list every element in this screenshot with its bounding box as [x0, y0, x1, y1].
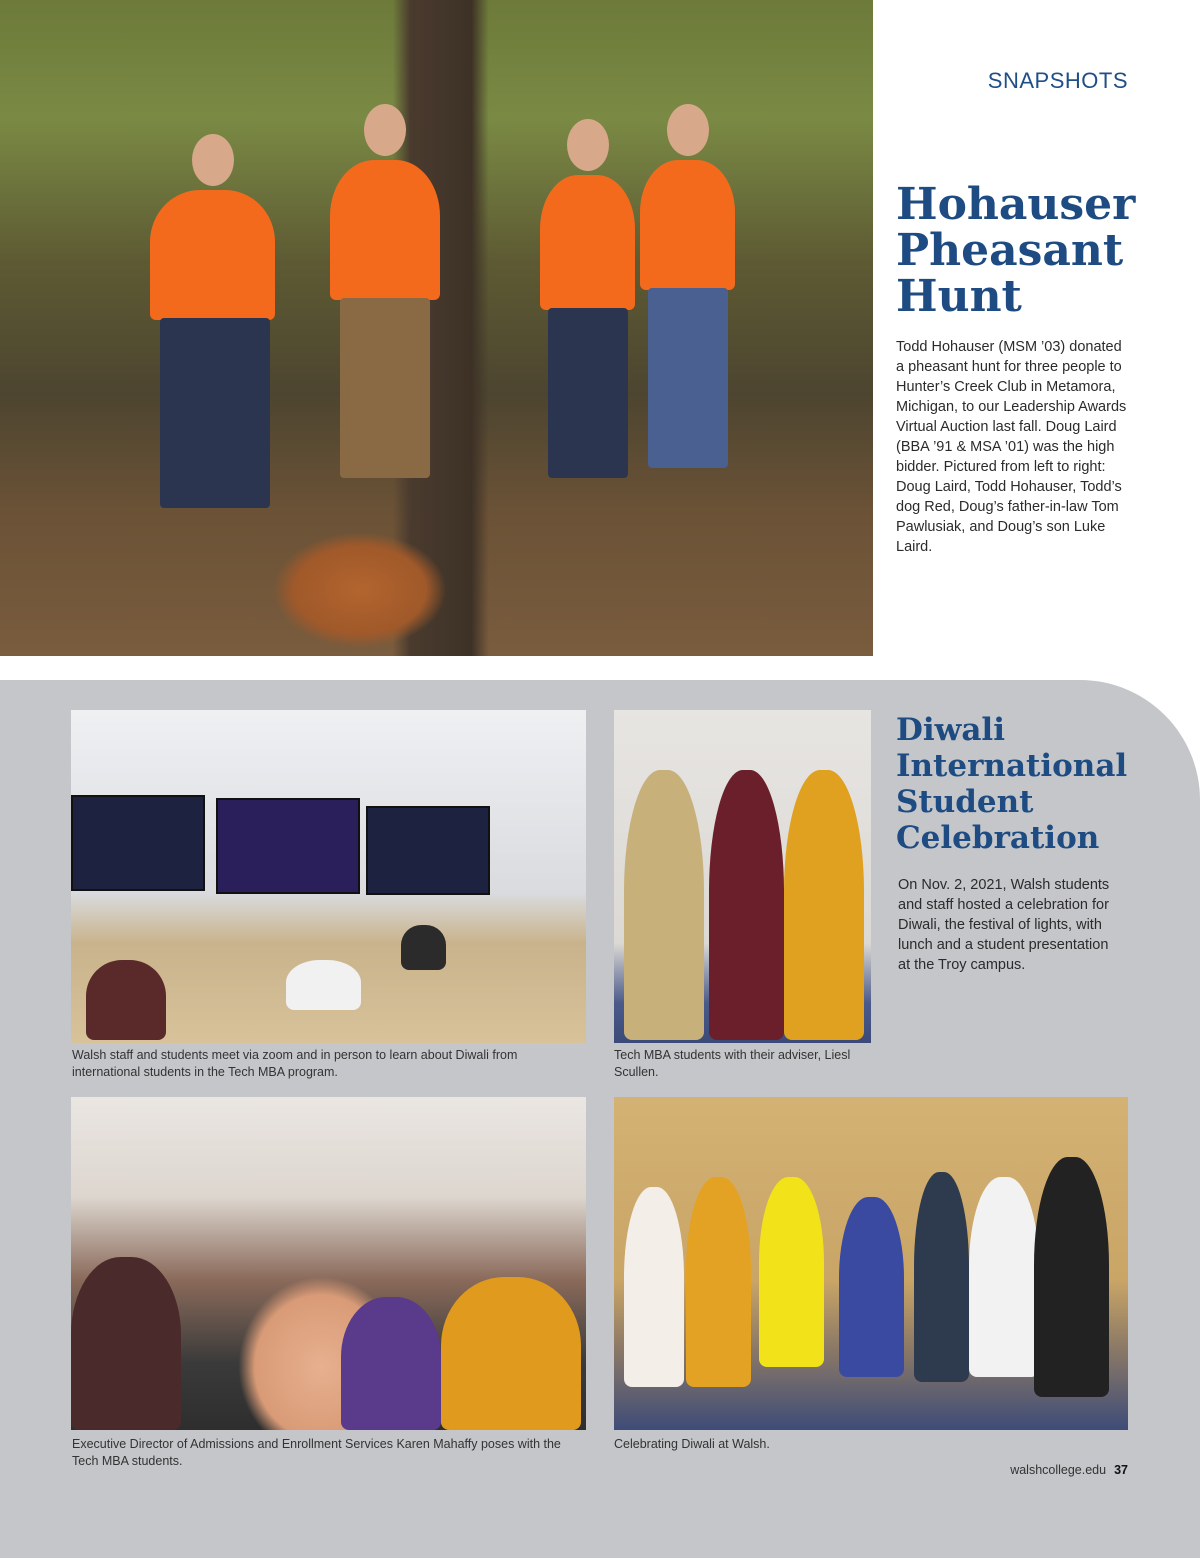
- hunter-figure: [330, 160, 440, 300]
- student-figure: [341, 1297, 441, 1430]
- page-footer: [1010, 1463, 1128, 1477]
- zoom-meeting-photo: [71, 710, 586, 1043]
- tv-screen: [216, 798, 360, 894]
- diwali-headline: Diwali International Student Celebration: [896, 712, 1128, 856]
- student-figure: [969, 1177, 1039, 1377]
- tv-screen: [71, 795, 205, 891]
- student-figure: [71, 1257, 181, 1430]
- zoom-photo-caption: Walsh staff and students meet via zoom and in person to learn about Diwali from international students in the Tech MBA program.: [72, 1048, 518, 1079]
- student-figure: [686, 1177, 751, 1387]
- group-photo: [614, 1097, 1128, 1430]
- section-label: SNAPSHOTS: [987, 68, 1128, 93]
- pheasant-hunt-photo: [0, 0, 873, 656]
- student-figure: [839, 1197, 904, 1377]
- hunter-legs: [548, 308, 628, 478]
- diwali-body-text: On Nov. 2, 2021, Walsh students and staff hosted a celebration for Diwali, the festival of lights, with lunch and a student presentation at the Troy campus.: [898, 877, 1110, 973]
- selfie-photo: [71, 1097, 586, 1430]
- student-figure: [784, 770, 864, 1040]
- student-figure: [624, 1187, 684, 1387]
- hunter-figure: [640, 160, 735, 290]
- hunter-legs: [160, 318, 270, 508]
- student-figure: [624, 770, 704, 1040]
- hunter-legs: [648, 288, 728, 468]
- hunter-figure: [540, 175, 635, 310]
- hunter-figure: [150, 190, 275, 320]
- group-photo-caption: Celebrating Diwali at Walsh.: [614, 1437, 770, 1451]
- hunter-legs: [340, 298, 430, 478]
- adviser-photo-caption: Tech MBA students with their adviser, Liesl Scullen.: [614, 1048, 851, 1079]
- student-figure: [441, 1277, 581, 1430]
- selfie-photo-caption: Executive Director of Admissions and Enrollment Services Karen Mahaffy poses with the Tech MBA students.: [72, 1437, 561, 1468]
- adviser-photo: [614, 710, 871, 1043]
- footer-site-url: walshcollege.edu: [1010, 1463, 1107, 1477]
- attendee-figure: [401, 925, 446, 970]
- tv-screen: [366, 806, 490, 895]
- student-figure: [914, 1172, 969, 1382]
- student-figure: [1034, 1157, 1109, 1397]
- attendee-figure: [286, 960, 361, 1010]
- student-figure: [759, 1177, 824, 1367]
- attendee-figure: [86, 960, 166, 1040]
- page-number: 37: [1114, 1463, 1128, 1477]
- hunt-body-text: Todd Hohauser (MSM ’03) donated a pheasant hunt for three people to Hunter’s Creek Club in Metamora, Michigan, to our Leadership Awards Virtual Auction last fall. Doug Laird (BBA ’91 & MSA ’01) was the high bidder. Pictured from left to right: Doug Laird, Todd Hohauser, Todd’s dog Red, Doug’s father-in-law Tom Pawlusiak, and Doug’s son Luke Laird.: [896, 339, 1127, 555]
- hunt-headline: Hohauser Pheasant Hunt: [896, 179, 1136, 322]
- adviser-figure: [709, 770, 784, 1040]
